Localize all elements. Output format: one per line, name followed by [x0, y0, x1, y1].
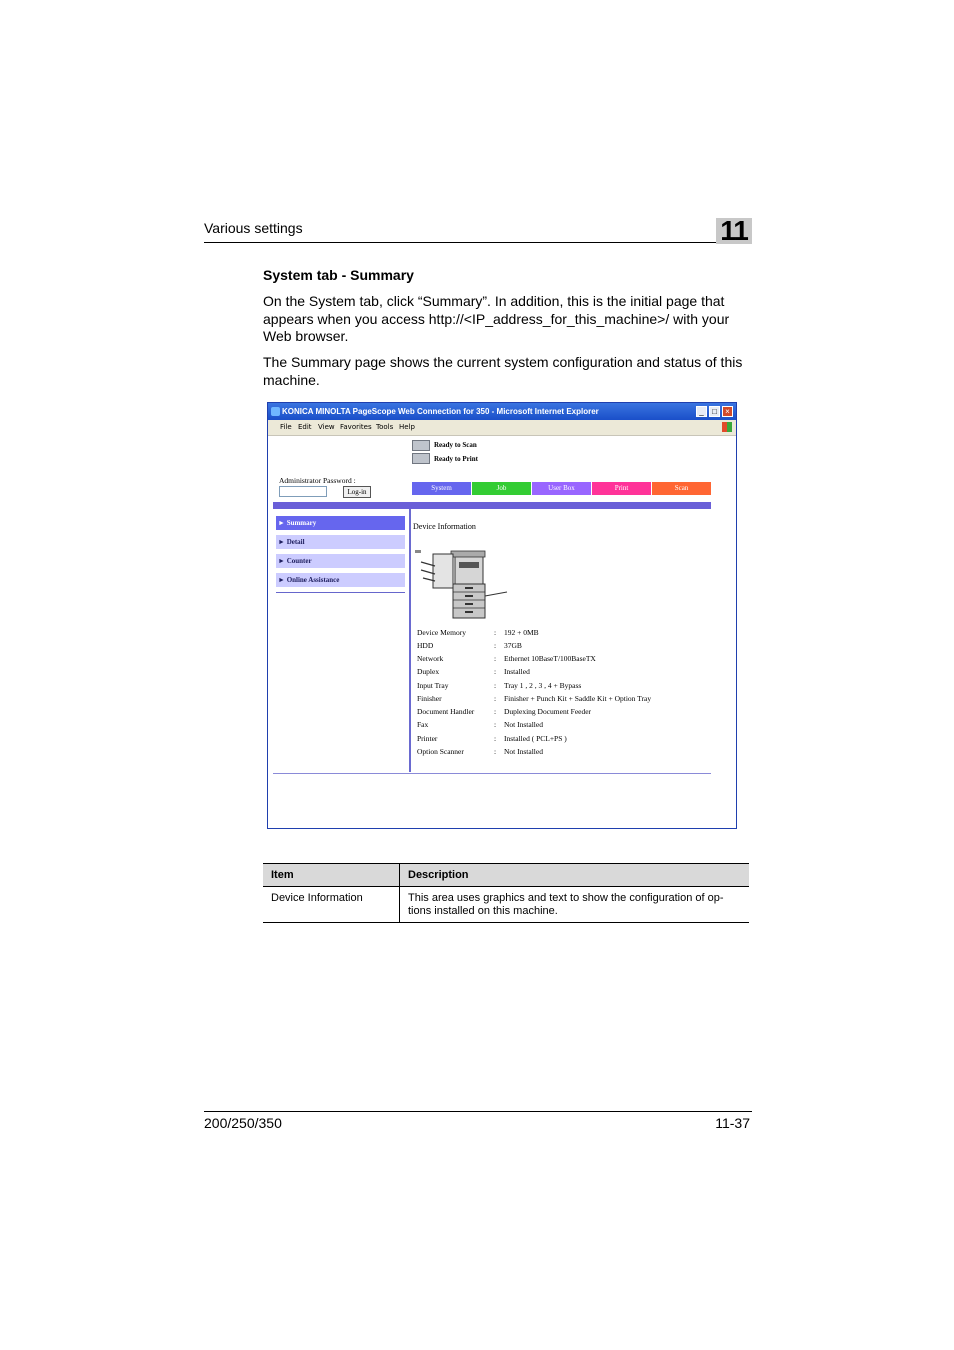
content-divider	[409, 509, 411, 772]
nav-online-assistance[interactable]: ► Online Assistance	[276, 573, 405, 587]
menu-edit[interactable]: Edit	[298, 423, 312, 431]
intro-paragraph: On the System tab, click “Summary”. In addition, this is the initial page that appears when you access http://<IP_address_for_this_machine>/ with your Web browser.	[263, 293, 730, 344]
cell-item: Device Information	[263, 887, 400, 923]
spec-value: Finisher + Punch Kit + Saddle Kit + Option Tray	[504, 694, 652, 703]
admin-password-label: Administrator Password :	[279, 476, 356, 485]
spec-row: Device Memory : 192 + 0MB	[417, 628, 539, 637]
spec-label: Device Memory	[417, 628, 466, 637]
spec-row: Printer : Installed ( PCL+PS )	[417, 734, 567, 743]
tab-print[interactable]: Print	[592, 482, 651, 495]
summary-paragraph: The Summary page shows the current system configuration and status of this machine.	[263, 354, 743, 388]
tab-system[interactable]: System	[412, 482, 471, 495]
windows-logo-icon	[722, 422, 732, 432]
spec-label: Printer	[417, 734, 438, 743]
spec-label: Duplex	[417, 667, 440, 676]
spec-value: Duplexing Document Feeder	[504, 707, 592, 716]
spec-row: Finisher : Finisher + Punch Kit + Saddle Kit + Option Tray	[417, 694, 652, 703]
window-title: KONICA MINOLTA PageScope Web Connection for 350 - Microsoft Internet Explorer	[282, 407, 599, 416]
spec-row: Fax : Not Installed	[417, 720, 543, 729]
cell-description: This area uses graphics and text to show the configuration of op- tions installed on this machine.	[400, 887, 750, 923]
column-header-description: Description	[400, 864, 750, 887]
printer-status-icon	[412, 453, 430, 464]
nav-online-assistance-label: Online Assistance	[286, 576, 340, 584]
spec-label: HDD	[417, 641, 434, 650]
column-header-item: Item	[263, 864, 400, 887]
tab-job[interactable]: Job	[472, 482, 531, 495]
device-info-title: Device Information	[413, 522, 476, 531]
menu-bar	[268, 420, 736, 436]
spec-label: Finisher	[417, 694, 442, 703]
footer-model: 200/250/350	[204, 1115, 282, 1131]
spec-row: Duplex : Installed	[417, 667, 530, 676]
minimize-icon[interactable]: _	[696, 406, 707, 417]
description-table	[263, 863, 749, 923]
browser-screenshot	[267, 402, 737, 829]
table-row	[263, 887, 749, 923]
spec-row: Option Scanner : Not Installed	[417, 747, 543, 756]
spec-value: Not Installed	[504, 720, 543, 729]
spec-row: Input Tray : Tray 1 , 2 , 3 , 4 + Bypass	[417, 681, 582, 690]
tab-scan[interactable]: Scan	[652, 482, 711, 495]
spec-label: Fax	[417, 720, 429, 729]
menu-tools[interactable]: Tools	[376, 423, 394, 431]
login-button[interactable]: Log-in	[343, 486, 371, 498]
window-titlebar	[268, 403, 736, 420]
nav-detail[interactable]: ► Detail	[276, 535, 405, 549]
menu-file[interactable]: File	[280, 423, 292, 431]
nav-summary-label: Summary	[286, 519, 317, 527]
scanner-status-icon	[412, 440, 430, 451]
footer-page-number: 11-37	[715, 1115, 750, 1131]
nav-counter-label: Counter	[286, 557, 312, 565]
menu-view[interactable]: View	[318, 423, 335, 431]
nav-counter[interactable]: ► Counter	[276, 554, 405, 568]
spec-label: Input Tray	[417, 681, 449, 690]
spec-label: Network	[417, 654, 444, 663]
nav-bottom-rule	[276, 592, 405, 593]
spec-value: Not Installed	[504, 747, 543, 756]
spec-row: Network : Ethernet 10BaseT/100BaseTX	[417, 654, 596, 663]
content-bottom-rule	[273, 773, 711, 774]
footer-rule	[204, 1111, 752, 1112]
maximize-icon[interactable]: □	[709, 406, 720, 417]
ie-app-icon	[271, 407, 280, 416]
page-content	[270, 436, 734, 826]
spec-label: Document Handler	[417, 707, 475, 716]
close-icon[interactable]: ×	[722, 406, 733, 417]
tab-user-box[interactable]: User Box	[532, 482, 591, 495]
spec-value: Ethernet 10BaseT/100BaseTX	[504, 654, 596, 663]
spec-label: Option Scanner	[417, 747, 464, 756]
header-rule	[204, 242, 752, 243]
spec-value: 192 + 0MB	[504, 628, 539, 637]
copier-machine-icon	[415, 548, 510, 620]
admin-password-input[interactable]	[279, 486, 327, 497]
menu-favorites[interactable]: Favorites	[340, 423, 372, 431]
nav-summary[interactable]: ► Summary	[276, 516, 405, 530]
running-header: Various settings	[204, 220, 303, 236]
tab-underline-bar	[273, 502, 711, 509]
spec-value: Installed	[504, 667, 530, 676]
spec-row: HDD : 37GB	[417, 641, 522, 650]
spec-row: Document Handler : Duplexing Document Feeder	[417, 707, 592, 716]
spec-value: Tray 1 , 2 , 3 , 4 + Bypass	[504, 681, 582, 690]
table-header-row	[263, 864, 749, 887]
print-status: Ready to Print	[434, 455, 478, 463]
chapter-number: 11	[720, 215, 748, 246]
spec-value: Installed ( PCL+PS )	[504, 734, 567, 743]
section-heading: System tab - Summary	[263, 267, 414, 283]
spec-value: 37GB	[504, 641, 522, 650]
scan-status: Ready to Scan	[434, 441, 477, 449]
menu-help[interactable]: Help	[399, 423, 415, 431]
nav-detail-label: Detail	[286, 538, 305, 546]
